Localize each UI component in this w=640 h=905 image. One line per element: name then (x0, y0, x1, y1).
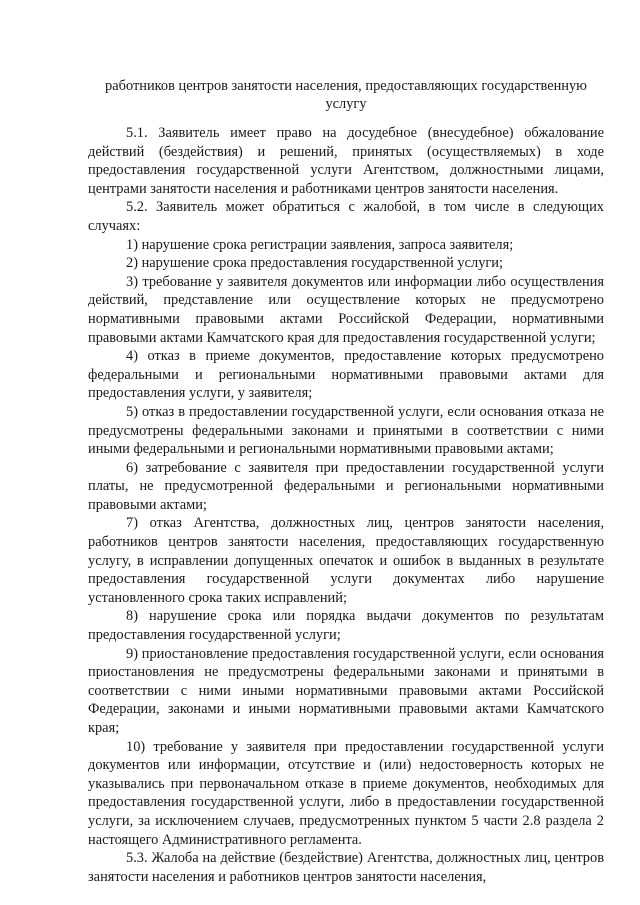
list-item-text: 10) требование у заявителя при предоставлении государственной услуги документов или информации, отсутствие и (или) недостоверность которых не указывались при первоначальном отказе в приеме документов, необходимых для предоставления государственной услуги, либо в предоставлении государственной услуги, за исключением случаев, предусмотренных пунктом 5 части 2.8 раздела 2 настоящего Административного регламента. (88, 738, 604, 848)
list-item-4 (88, 347, 604, 403)
list-item-text: 8) нарушение срока или порядка выдачи документов по результатам предоставления государственной услуги; (88, 608, 604, 644)
paragraph-text: 5.2. Заявитель может обратиться с жалобой, в том числе в следующих случаях: (88, 199, 604, 234)
list-item-6 (88, 459, 604, 515)
list-item-3 (88, 273, 604, 347)
section-heading (88, 77, 604, 113)
list-item-text: 3) требование у заявителя документов или информации либо осуществления действий, представление или осуществление которых не предусмотрено нормативными правовыми актами Российской Федерации, нормативными правовыми актами Камчатского края для предоставления государственной услуги; (88, 273, 604, 346)
list-item-8 (88, 607, 604, 644)
paragraph-text: 5.3. Жалоба на действие (бездействие) Агентства, должностных лиц, центров занятости населения и работников центров занятости населения, (88, 850, 604, 885)
list-item-2 (88, 254, 604, 273)
list-item-text: 5) отказ в предоставлении государственной услуги, если основания отказа не предусмотрены федеральными законами и принятыми в соответствии с ними иными федеральными и региональными нормативными правовыми актами; (88, 403, 604, 458)
list-item-text: 6) затребование с заявителя при предоставлении государственной услуги платы, не предусмотренной федеральными и региональными нормативными правовыми актами; (88, 459, 604, 513)
list-item-5 (88, 403, 604, 459)
list-item-text: 1) нарушение срока регистрации заявления, запроса заявителя; (126, 236, 514, 253)
list-item-9 (88, 645, 604, 738)
list-item-text: 7) отказ Агентства, должностных лиц, центров занятости населения, работников центров занятости населения, предоставляющих государственную услугу, в исправлении допущенных опечаток и ошибок в выданных в результате предоставления государственной услуги документах либо нарушение установленного срока таких исправлений; (88, 515, 604, 606)
paragraph-5-2 (88, 198, 604, 235)
list-item-text: 4) отказ в приеме документов, предоставление которых предусмотрено федеральными и региональными нормативными правовыми актами для предоставления услуги, у заявителя; (88, 348, 604, 402)
list-item-text: 2) нарушение срока предоставления государственной услуги; (126, 255, 503, 272)
list-item-1 (88, 236, 604, 255)
list-item-10 (88, 738, 604, 850)
list-item-text: 9) приостановление предоставления государственной услуги, если основания приостановления не предусмотрены федеральными законами и принятыми в соответствии с ними иными нормативными правовыми актами Российской Федерации, законами и иными нормативными правовыми актами Камчатского края; (88, 645, 604, 736)
paragraph-5-1 (88, 124, 604, 198)
document-body (88, 124, 604, 886)
paragraph-text: 5.1. Заявитель имеет право на досудебное (внесудебное) обжалование действий (бездействия) и решений, принятых (осуществляемых) в ходе предоставления государственной услуги Агентством, должностными лицами, центрами занятости населения и работниками центров занятости населения. (88, 125, 604, 197)
list-item-7 (88, 514, 604, 607)
paragraph-5-3 (88, 849, 604, 886)
section-heading-text: работников центров занятости населения, предоставляющих государственную услугу (105, 78, 587, 112)
